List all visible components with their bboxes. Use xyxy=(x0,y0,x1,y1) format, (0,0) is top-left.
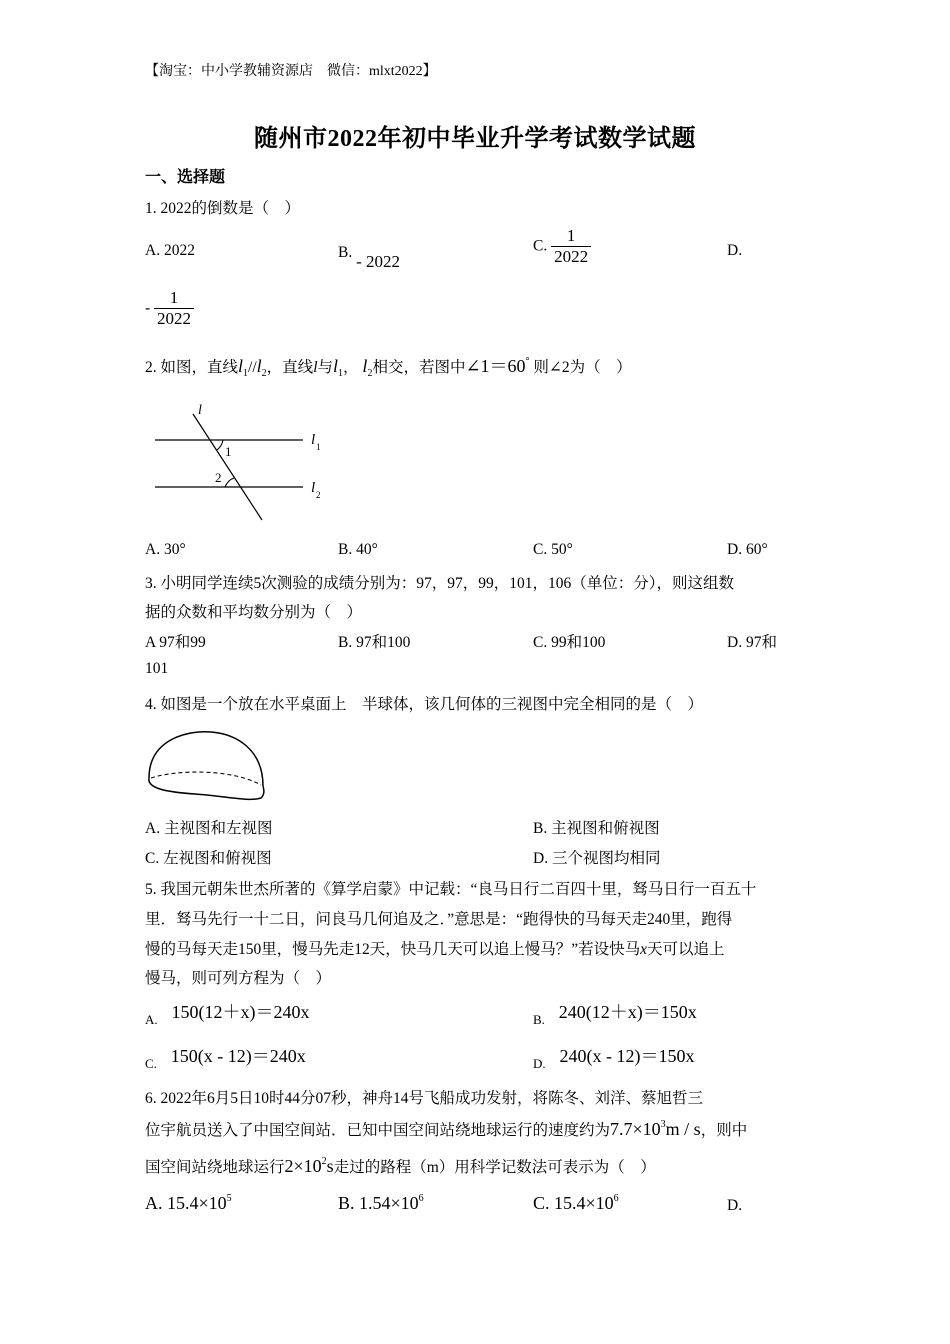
q6-option-a-value: A. 15.4×10 xyxy=(145,1193,227,1213)
q6-stem-line2 xyxy=(145,1118,747,1140)
q1-stem: 1. 2022的倒数是（ ） xyxy=(145,200,301,217)
q5-option-a-label: A. xyxy=(145,1012,158,1027)
q1-option-a: A. 2022 xyxy=(145,242,195,259)
q2-fig-label-l2-sub: 2 xyxy=(316,490,321,500)
hemisphere-figure xyxy=(145,728,270,803)
q6-time-exponent: 2 xyxy=(321,1156,327,1167)
q6-option-c-value: C. 15.4×10 xyxy=(533,1193,614,1213)
q5-option-b-label: B. xyxy=(533,1012,545,1027)
q2-line-l xyxy=(193,414,262,520)
q2-l2: l xyxy=(256,356,262,376)
q6-stem-line1: 6. 2022年6月5日10时44分07秒，神舟14号飞船成功发射，将陈冬、刘洋、蔡旭哲三 xyxy=(145,1090,704,1107)
q1-option-d-value xyxy=(145,288,194,329)
q6-stem-line3 xyxy=(145,1155,656,1177)
q3-stem-line1: 3. 小明同学连续5次测验的成绩分别为：97，97，99，101，106（单位：分），则这组数 xyxy=(145,575,735,592)
hemisphere-hidden-edge xyxy=(151,772,261,785)
q2-angle1-arc xyxy=(217,440,223,450)
q1-option-c xyxy=(533,226,591,267)
q6-speed-unit: m / s xyxy=(665,1119,701,1139)
q4-option-d: D. 三个视图均相同 xyxy=(533,850,661,867)
q2-l2b-sub: 2 xyxy=(367,368,373,379)
q6-option-a-exponent: 5 xyxy=(226,1193,232,1204)
q2-l1-sub: 1 xyxy=(243,368,249,379)
q1-option-c-numerator: 1 xyxy=(566,226,576,245)
q3-option-a: A 97和99 xyxy=(145,634,206,651)
q6-option-c xyxy=(533,1193,619,1214)
q5-stem-line3 xyxy=(145,937,725,959)
q5-option-c xyxy=(145,1042,306,1071)
q1-option-d-label: D. xyxy=(727,242,743,259)
q6-option-b-exponent: 6 xyxy=(418,1193,424,1204)
q2-parallel-lines-figure xyxy=(145,400,345,528)
q4-option-c: C. 左视图和俯视图 xyxy=(145,850,272,867)
q2-stem-part: 则∠2为（ ） xyxy=(533,359,632,376)
q2-l1b-sub: 1 xyxy=(338,368,344,379)
q2-option-c: C. 50° xyxy=(533,541,573,558)
q2-fig-label-l2: l xyxy=(311,480,316,496)
q5-stem-part: 慢的马每天走150里，慢马先走12天，快马几天可以追上慢马？”若设快马 xyxy=(145,941,641,958)
q2-angle2-arc xyxy=(225,478,234,487)
q6-stem-part: 国空间站绕地球运行 xyxy=(145,1159,285,1176)
page-title: 随州市2022年初中毕业升学考试数学试题 xyxy=(254,126,696,152)
q2-l: l xyxy=(313,359,318,376)
q6-option-b xyxy=(338,1193,424,1214)
q1-option-d-fraction xyxy=(154,288,194,329)
q5-variable-x: x xyxy=(640,941,648,958)
q1-option-d-denominator: 2022 xyxy=(154,308,194,329)
q5-option-c-equation: 150(x - 12)＝240x xyxy=(170,1046,306,1066)
q2-stem-part: 相交，若图中 xyxy=(372,359,466,376)
q2-stem-part: 与 xyxy=(317,359,334,376)
q5-option-d-equation: 240(x - 12)＝150x xyxy=(559,1046,695,1066)
q3-option-d: D. 97和 xyxy=(727,634,777,651)
q1-option-c-denominator: 2022 xyxy=(551,246,591,267)
q2-angle1: ∠1＝60 xyxy=(465,356,526,376)
q5-option-a-equation: 150(12＋x)＝240x xyxy=(171,1002,310,1022)
watermark-header: 【淘宝：中小学教辅资源店 微信：mlxt2022】 xyxy=(145,64,437,79)
q2-l1: l xyxy=(238,356,244,376)
q1-option-d-numerator: 1 xyxy=(169,288,179,307)
q6-stem-part: 位宇航员送入了中国空间站．已知中国空间站绕地球运行的速度约为 xyxy=(145,1122,611,1139)
q2-l1b: l xyxy=(333,356,339,376)
q6-time-unit: s xyxy=(326,1156,334,1176)
q1-option-c-fraction xyxy=(551,226,591,267)
q5-option-a xyxy=(145,998,310,1027)
q5-option-d-label: D. xyxy=(533,1056,546,1071)
q2-fig-label-l: l xyxy=(198,403,202,418)
q2-stem-part: ，直线 xyxy=(266,359,314,376)
q4-stem: 4. 如图是一个放在水平桌面上 半球体，该几何体的三视图中完全相同的是（ ） xyxy=(145,696,704,713)
q5-option-c-label: C. xyxy=(145,1056,157,1071)
q2-parallel: // xyxy=(248,359,257,376)
q5-stem-line2: 里．驽马先行一十二日，问良马几何追及之．”意思是：“跑得快的马每天走240里，跑得 xyxy=(145,911,733,928)
q1-option-d-sign: - xyxy=(145,299,151,317)
q6-option-b-value: B. 1.54×10 xyxy=(338,1193,419,1213)
q6-speed-value: 7.7×10 xyxy=(610,1119,661,1139)
hemisphere-dome xyxy=(149,732,263,786)
q6-speed-exponent: 3 xyxy=(660,1119,666,1130)
q3-option-b: B. 97和100 xyxy=(338,634,411,651)
q3-option-c: C. 99和100 xyxy=(533,634,606,651)
q2-comma: ， xyxy=(343,359,359,376)
q2-fig-label-1: 1 xyxy=(225,444,232,459)
q1-option-b-label: B. xyxy=(338,244,353,261)
q2-fig-label-l1: l xyxy=(311,432,316,448)
q2-option-d: D. 60° xyxy=(727,541,768,558)
q6-option-c-exponent: 6 xyxy=(613,1193,619,1204)
q6-stem-part: ，则中 xyxy=(700,1122,748,1139)
q1-option-b xyxy=(338,242,401,271)
hemisphere-front-base xyxy=(149,778,264,799)
q2-fig-label-l1-sub: 1 xyxy=(316,442,321,452)
q6-time-value: 2×10 xyxy=(284,1156,322,1176)
q2-stem-part: 2. 如图，直线 xyxy=(145,359,239,376)
q2-degree: ° xyxy=(525,356,530,367)
q2-l2-sub: 2 xyxy=(261,368,267,379)
q1-option-b-value: - 2022 xyxy=(356,252,401,271)
q5-stem-line4: 慢马，则可列方程为（ ） xyxy=(145,970,332,987)
q5-stem-part: 天可以追上 xyxy=(647,941,725,958)
q6-option-a xyxy=(145,1193,232,1214)
q5-option-b-equation: 240(12＋x)＝150x xyxy=(558,1002,697,1022)
q5-option-b xyxy=(533,998,697,1027)
section-heading: 一、选择题 xyxy=(145,169,226,186)
q2-fig-label-2: 2 xyxy=(215,470,222,485)
q6-option-d: D. xyxy=(727,1197,743,1214)
q2-stem xyxy=(145,352,632,379)
q5-option-d xyxy=(533,1042,695,1071)
q6-stem-part: 走过的路程（m）用科学记数法可表示为（ ） xyxy=(333,1159,656,1176)
q2-option-b: B. 40° xyxy=(338,541,378,558)
q4-option-a: A. 主视图和左视图 xyxy=(145,820,273,837)
q3-option-d-continued: 101 xyxy=(145,660,169,677)
q1-option-c-label: C. xyxy=(533,237,548,255)
q3-stem-line2: 据的众数和平均数分别为（ ） xyxy=(145,604,363,621)
q2-option-a: A. 30° xyxy=(145,541,186,558)
q5-stem-line1: 5. 我国元朝朱世杰所著的《算学启蒙》中记载：“良马日行二百四十里，驽马日行一百五十 xyxy=(145,881,757,898)
q4-option-b: B. 主视图和俯视图 xyxy=(533,820,660,837)
q2-l2b: l xyxy=(362,356,368,376)
